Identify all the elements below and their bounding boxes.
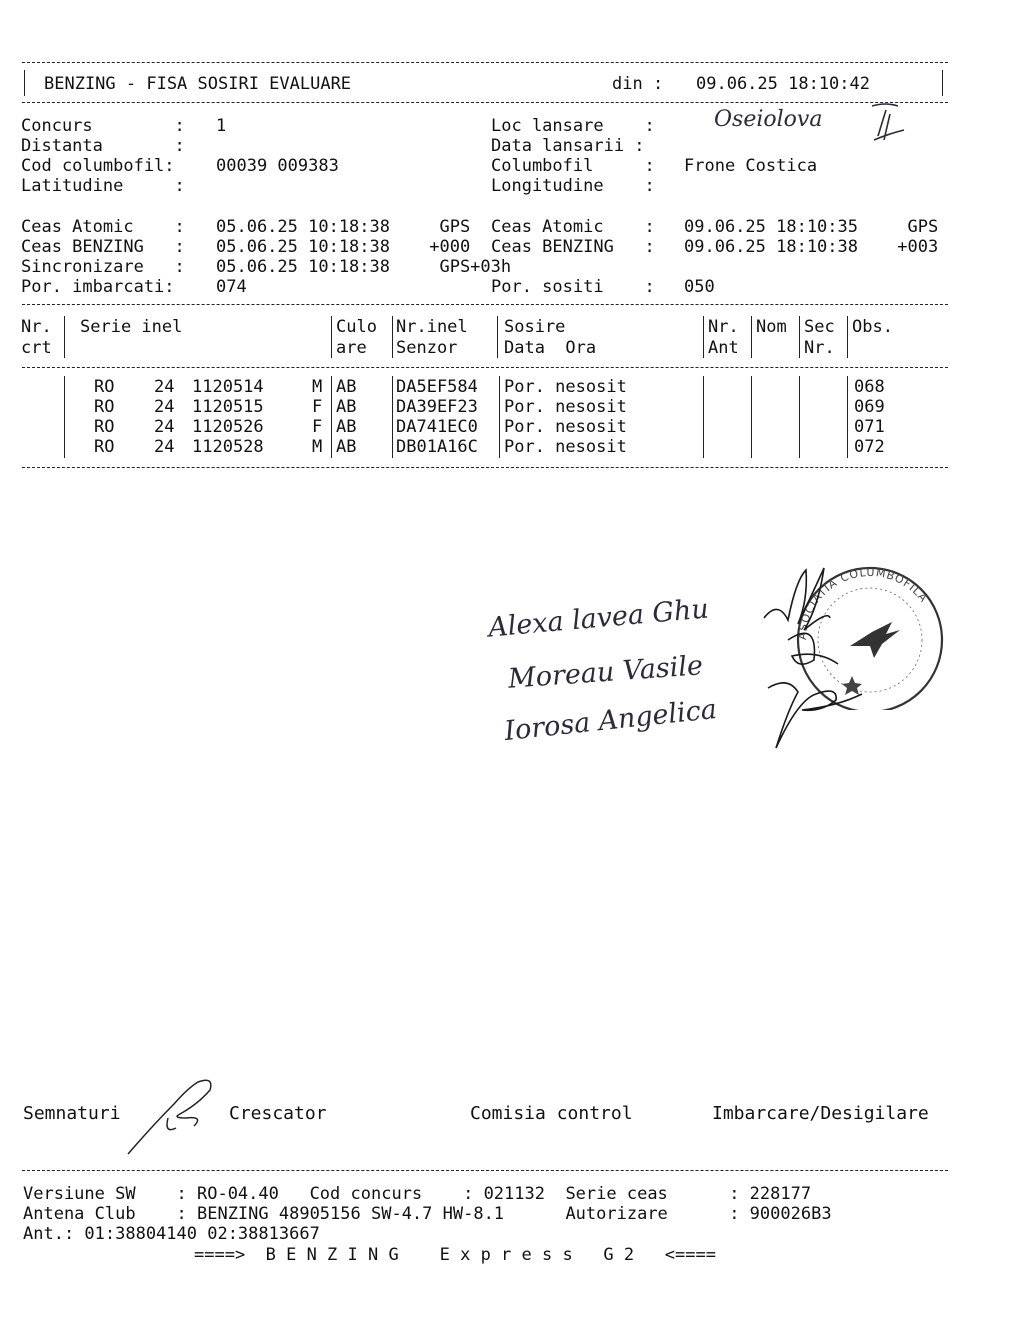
header-left-bar [24, 70, 25, 96]
row-status: Por. nesosit [504, 417, 627, 437]
col-culoare-line2: are [336, 338, 367, 358]
col-sec-line2: Nr. [804, 338, 835, 358]
crescator-signature-icon [124, 1074, 224, 1160]
row-country: RO [94, 437, 115, 457]
col-serie-inel: Serie inel [80, 317, 183, 337]
concurs-value: 1 [216, 116, 227, 136]
body-divider [392, 376, 393, 458]
por-imbarcati-value: 074 [216, 277, 247, 297]
ceas-benzing-end-label: Ceas BENZING : [491, 237, 655, 257]
handwritten-mark-icon [860, 100, 910, 146]
distanta-label: Distanta : [21, 136, 185, 156]
row-sex: M [312, 437, 323, 457]
row-country: RO [94, 397, 115, 417]
row-year: 24 [154, 417, 175, 437]
body-divider [64, 376, 65, 458]
body-divider [499, 376, 500, 458]
ceas-benzing-end-suffix: +003 [887, 237, 939, 257]
col-sec-line1: Sec [804, 317, 835, 337]
table-bottom-rule [22, 467, 948, 468]
document-title: BENZING - FISA SOSIRI EVALUARE [44, 74, 352, 94]
col-ant-line2: Ant [708, 338, 739, 358]
row-obs: 069 [854, 397, 885, 417]
row-status: Por. nesosit [504, 437, 627, 457]
row-color: AB [336, 377, 357, 397]
col-nr-crt-line2: crt [21, 338, 52, 358]
header-divider [847, 316, 848, 358]
footer-antena-line: Antena Club : BENZING 48905156 SW-4.7 HW-8.1 Autorizare : 900026B3 [23, 1204, 832, 1224]
din-timestamp: 09.06.25 18:10:42 [696, 74, 870, 94]
table-header-rule [22, 367, 948, 368]
columbofil-value: Frone Costica [684, 156, 818, 176]
col-culoare-line1: Culo [336, 317, 377, 337]
row-ring: 1120514 [192, 377, 264, 397]
handwritten-name-1: Alexa lavea Ghu [487, 593, 710, 644]
sincronizare-suffix: GPS+03h [419, 257, 512, 277]
sincronizare-value: 05.06.25 10:18:38 [216, 257, 390, 277]
latitudine-label: Latitudine : [21, 176, 185, 196]
header-top-rule [22, 62, 948, 63]
header-divider [392, 316, 393, 358]
ceas-atomic-end-value: 09.06.25 18:10:35 [684, 217, 858, 237]
cod-columbofil-value: 00039 009383 [216, 156, 339, 176]
cod-columbofil-label: Cod columbofil: [21, 156, 175, 176]
row-color: AB [336, 397, 357, 417]
header-divider [331, 316, 332, 358]
row-obs: 071 [854, 417, 885, 437]
handwritten-name-2: Moreau Vasile [507, 650, 704, 695]
row-color: AB [336, 417, 357, 437]
ceas-atomic-end-label: Ceas Atomic : [491, 217, 655, 237]
row-ring: 1120526 [192, 417, 264, 437]
por-sositi-label: Por. sositi : [491, 277, 655, 297]
table-top-rule [22, 304, 948, 305]
footer-ant-line: Ant.: 01:38804140 02:38813667 [23, 1224, 320, 1244]
crescator-label: Crescator [229, 1103, 327, 1124]
row-obs: 068 [854, 377, 885, 397]
header-bottom-rule [22, 102, 948, 103]
ceas-atomic-start-value: 05.06.25 10:18:38 [216, 217, 390, 237]
row-color: AB [336, 437, 357, 457]
comisia-control-label: Comisia control [470, 1103, 633, 1124]
row-ring: 1120515 [192, 397, 264, 417]
loc-lansare-label: Loc lansare : [491, 116, 655, 136]
header-divider [751, 316, 752, 358]
row-country: RO [94, 417, 115, 437]
por-sositi-value: 050 [684, 277, 715, 297]
row-status: Por. nesosit [504, 377, 627, 397]
header-divider [799, 316, 800, 358]
footer-brand-line: ====> B E N Z I N G E x p r e s s G 2 <==== [194, 1245, 716, 1265]
handwritten-name-3: Iorosa Angelica [502, 693, 719, 748]
por-imbarcati-label: Por. imbarcati: [21, 277, 175, 297]
signature-scribble-icon [758, 560, 888, 750]
ceas-benzing-end-value: 09.06.25 18:10:38 [684, 237, 858, 257]
col-sosire-line1: Sosire [504, 317, 566, 337]
body-divider [847, 376, 848, 458]
row-year: 24 [154, 377, 175, 397]
header-divider [703, 316, 704, 358]
loc-lansare-handwritten: Oseiolova [714, 107, 823, 132]
row-year: 24 [154, 397, 175, 417]
row-sex: F [312, 397, 323, 417]
stamp-arc-text: ASOCIATIA COLUMBOFILA [795, 565, 931, 641]
body-divider [331, 376, 332, 458]
body-divider [703, 376, 704, 458]
row-sensor: DB01A16C [396, 437, 478, 457]
row-sensor: DA5EF584 [396, 377, 478, 397]
concurs-label: Concurs : [21, 116, 185, 136]
row-sex: M [312, 377, 323, 397]
row-country: RO [94, 377, 115, 397]
row-sex: F [312, 417, 323, 437]
col-sosire-line2: Data Ora [504, 338, 597, 358]
longitudine-label: Longitudine : [491, 176, 655, 196]
ceas-benzing-start-suffix: +000 [419, 237, 471, 257]
row-status: Por. nesosit [504, 397, 627, 417]
semnaturi-label: Semnaturi [23, 1103, 121, 1124]
ceas-atomic-start-suffix: GPS [419, 217, 471, 237]
row-obs: 072 [854, 437, 885, 457]
body-divider [751, 376, 752, 458]
col-obs: Obs. [852, 317, 893, 337]
header-divider [497, 316, 498, 358]
row-sensor: DA741EC0 [396, 417, 478, 437]
data-lansarii-label: Data lansarii : [491, 136, 645, 156]
col-ant-line1: Nr. [708, 317, 739, 337]
ceas-atomic-end-suffix: GPS [887, 217, 939, 237]
din-label: din : [612, 74, 664, 94]
body-divider [799, 376, 800, 458]
col-senzor-line2: Senzor [396, 338, 458, 358]
col-nr-crt-line1: Nr. [21, 317, 52, 337]
header-right-bar [942, 70, 943, 96]
row-year: 24 [154, 437, 175, 457]
header-divider [64, 316, 65, 358]
col-nom: Nom [756, 317, 787, 337]
row-sensor: DA39EF23 [396, 397, 478, 417]
ceas-atomic-start-label: Ceas Atomic : [21, 217, 185, 237]
ceas-benzing-start-value: 05.06.25 10:18:38 [216, 237, 390, 257]
footer-rule [22, 1170, 948, 1171]
col-senzor-line1: Nr.inel [396, 317, 468, 337]
ceas-benzing-start-label: Ceas BENZING : [21, 237, 185, 257]
row-ring: 1120528 [192, 437, 264, 457]
footer-version-line: Versiune SW : RO-04.40 Cod concurs : 021132 Serie ceas : 228177 [23, 1184, 812, 1204]
columbofil-label: Columbofil : [491, 156, 655, 176]
sincronizare-label: Sincronizare : [21, 257, 185, 277]
imbarcare-desigilare-label: Imbarcare/Desigilare [712, 1103, 929, 1124]
